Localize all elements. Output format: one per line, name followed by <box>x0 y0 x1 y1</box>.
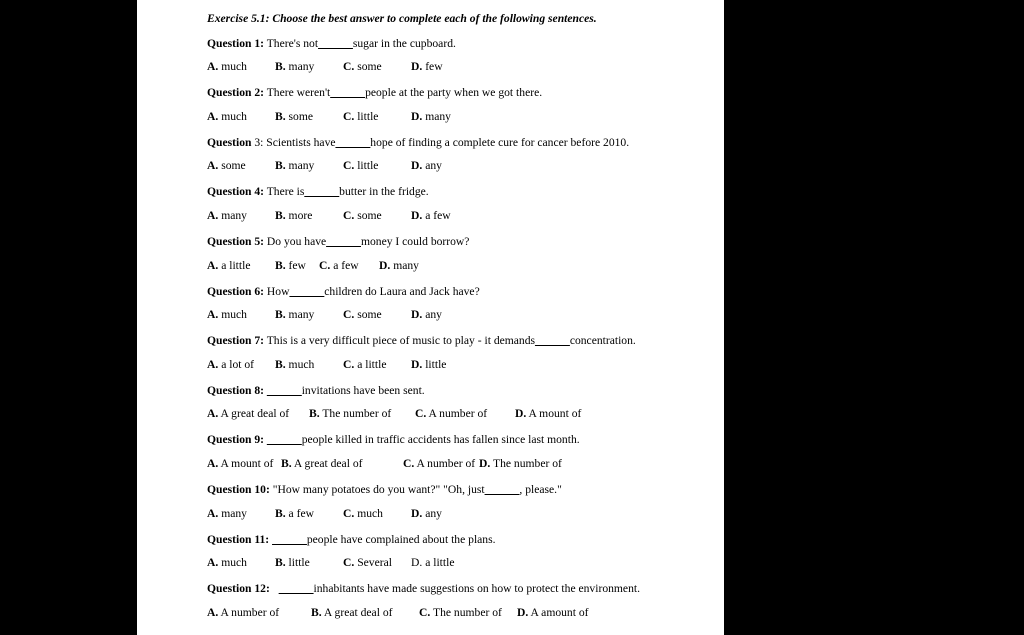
answer-options <box>207 260 724 273</box>
question-text-after-blank: hope of finding a complete cure for cancer before 2010. <box>370 135 630 149</box>
answer-option-key: C. <box>343 159 355 173</box>
answer-options <box>207 61 724 74</box>
answer-blank: ______ <box>326 234 361 248</box>
answer-option[interactable] <box>343 61 382 73</box>
answer-option-text: much <box>221 308 247 322</box>
question-text <box>207 236 724 248</box>
answer-option-key: A. <box>207 208 219 222</box>
question-text-before-blank: There weren't <box>266 86 331 100</box>
question-text-before-blank: There's not <box>266 36 319 50</box>
answer-option-key: C. <box>343 109 355 123</box>
answer-option-key: A. <box>207 605 219 619</box>
question-label: Question 8: <box>207 383 265 397</box>
question-text-after-blank: people have complained about the plans. <box>306 532 496 546</box>
question-text <box>207 137 724 149</box>
answer-option[interactable] <box>479 458 562 470</box>
answer-option-text: much <box>357 506 383 520</box>
question-text-after-blank: inhabitants have made suggestions on how to protect the environment. <box>313 582 640 596</box>
answer-option[interactable] <box>275 309 314 321</box>
answer-option-text: A great deal of <box>323 605 393 619</box>
question-text-after-blank: money I could borrow? <box>360 234 470 248</box>
answer-option[interactable] <box>343 309 382 321</box>
answer-option-key: B. <box>275 159 286 173</box>
answer-option-text: little <box>357 159 379 173</box>
question-label: Question 6: <box>207 284 265 298</box>
question-label: Question 1: <box>207 36 265 50</box>
answer-option-text: some <box>357 60 382 74</box>
question-block <box>207 583 724 620</box>
question-label: Question 4: <box>207 185 265 199</box>
answer-option-key: B. <box>275 357 286 371</box>
answer-option-text: much <box>288 357 315 371</box>
answer-option[interactable] <box>343 210 382 222</box>
answer-options <box>207 508 724 521</box>
answer-option[interactable] <box>275 508 314 520</box>
answer-option[interactable] <box>411 210 451 222</box>
answer-option[interactable] <box>207 309 247 321</box>
answer-option-text: The number of <box>432 605 502 619</box>
answer-option[interactable] <box>343 557 392 569</box>
answer-option-key: A. <box>207 60 219 74</box>
answer-option-text: any <box>425 159 442 173</box>
question-label: Question 12: <box>207 582 270 596</box>
answer-option[interactable] <box>309 408 391 420</box>
answer-option-key: D. <box>479 456 491 470</box>
answer-option-text: little <box>288 556 310 570</box>
answer-option-text: some <box>357 208 382 222</box>
question-text-before-blank: This is a very difficult piece of music to play - it demands <box>266 334 536 348</box>
answer-option-key: A. <box>207 407 219 421</box>
answer-option-text: much <box>221 556 247 570</box>
question-text <box>207 583 724 595</box>
question-text <box>207 434 724 446</box>
answer-options <box>207 458 724 471</box>
question-text-after-blank: people at the party when we got there. <box>365 86 543 100</box>
answer-option[interactable] <box>275 61 314 73</box>
answer-option-text: The number of <box>322 407 392 421</box>
answer-option-key: D. <box>411 109 423 123</box>
question-text-before-blank: How <box>266 284 290 298</box>
question-block <box>207 484 724 521</box>
answer-option-key: B. <box>281 456 292 470</box>
question-text <box>207 534 724 546</box>
answer-option[interactable] <box>411 160 442 172</box>
answer-option-text: any <box>425 308 442 322</box>
answer-option-text: a lot of <box>221 357 255 371</box>
answer-option-key: B. <box>275 60 286 74</box>
answer-option-key: C. <box>403 456 415 470</box>
answer-option[interactable] <box>207 260 250 272</box>
answer-blank: ______ <box>335 135 371 149</box>
question-block <box>207 38 724 75</box>
answer-option-key: C. <box>319 258 331 272</box>
answer-option-key: C. <box>415 407 427 421</box>
answer-option-key: B. <box>275 556 286 570</box>
answer-option[interactable] <box>275 557 310 569</box>
answer-option-text: little <box>425 357 447 371</box>
answer-option-key: B. <box>311 605 322 619</box>
answer-blank: ______ <box>330 86 366 100</box>
question-label: Question 10: <box>207 482 270 496</box>
answer-options <box>207 210 724 223</box>
answer-option-key: C. <box>343 308 355 322</box>
question-text-after-blank: butter in the fridge. <box>339 185 429 199</box>
answer-option-text: some <box>288 109 314 123</box>
answer-option-key: D. <box>517 605 529 619</box>
answer-option[interactable] <box>207 508 247 520</box>
answer-options <box>207 607 724 620</box>
answer-option-text: more <box>288 208 313 222</box>
answer-option-text: a little <box>357 357 387 371</box>
answer-option-text: A number of <box>428 407 488 421</box>
question-block <box>207 137 724 174</box>
answer-option-text: many <box>288 60 315 74</box>
answer-option-key: C. <box>343 506 355 520</box>
answer-option-key: A. <box>207 506 219 520</box>
answer-option-key: B. <box>275 208 286 222</box>
answer-option-key: C. <box>419 605 431 619</box>
answer-option[interactable] <box>207 61 247 73</box>
answer-option-key: D. <box>411 357 423 371</box>
exercise-title: Exercise 5.1: Choose the best answer to complete each of the following sentences. <box>207 12 597 25</box>
answer-option-text: any <box>425 506 442 520</box>
answer-option[interactable] <box>411 508 442 520</box>
answer-option-text: A great deal of <box>293 456 363 470</box>
answer-option[interactable] <box>411 111 451 123</box>
answer-option-text: a little <box>221 258 251 272</box>
answer-option[interactable] <box>275 359 314 371</box>
answer-option[interactable] <box>207 408 289 420</box>
answer-option-key: C. <box>343 208 355 222</box>
answer-option-text: some <box>221 159 246 173</box>
answer-option-text: A great deal of <box>220 407 290 421</box>
answer-option-key: A. <box>207 456 219 470</box>
answer-option[interactable] <box>411 61 443 73</box>
question-text-after-blank: concentration. <box>569 334 636 348</box>
answer-option[interactable] <box>403 458 475 470</box>
answer-option[interactable] <box>411 309 442 321</box>
answer-option-key: B. <box>309 407 320 421</box>
answer-option-key: D. <box>411 159 423 173</box>
question-text-before-blank: Scientists have <box>266 135 336 149</box>
question-block <box>207 434 724 471</box>
answer-option[interactable] <box>207 458 273 470</box>
question-block <box>207 534 724 571</box>
answer-option[interactable] <box>275 160 314 172</box>
answer-option-text: a few <box>333 258 359 272</box>
answer-option-key: D. <box>411 208 423 222</box>
answer-option-text: few <box>288 258 306 272</box>
question-text <box>207 385 724 397</box>
document-page <box>137 0 724 635</box>
answer-option-text: many <box>425 109 451 123</box>
answer-option[interactable] <box>207 160 246 172</box>
answer-option-text: a few <box>425 208 451 222</box>
answer-option-text: some <box>357 308 382 322</box>
answer-option[interactable] <box>275 210 312 222</box>
answer-option[interactable] <box>311 607 392 619</box>
answer-option[interactable] <box>419 607 502 619</box>
answer-blank: ______ <box>304 185 340 199</box>
question-text-after-blank: children do Laura and Jack have? <box>324 284 480 298</box>
question-text-before-blank: There is <box>266 185 305 199</box>
question-text <box>207 186 724 198</box>
answer-option-text: many <box>288 159 315 173</box>
answer-option[interactable] <box>343 111 378 123</box>
answer-option-text: A mount of <box>528 407 582 421</box>
question-label: Question 3: <box>207 135 264 149</box>
question-label: Question 7: <box>207 334 265 348</box>
answer-option[interactable] <box>319 260 359 272</box>
answer-option-key: C. <box>343 60 355 74</box>
answer-option-key: A. <box>207 159 219 173</box>
question-label: Question 11: <box>207 532 270 546</box>
answer-option-key: B. <box>275 506 286 520</box>
answer-option-key: C. <box>343 357 355 371</box>
answer-options <box>207 359 724 372</box>
answer-blank: ______ <box>266 383 302 397</box>
answer-option-text: A number of <box>416 456 476 470</box>
question-text <box>207 38 724 50</box>
question-list <box>137 38 724 620</box>
answer-option-text: many <box>221 506 247 520</box>
answer-option-text: little <box>357 109 379 123</box>
answer-blank: ______ <box>535 334 570 348</box>
question-label: Question 9: <box>207 433 265 447</box>
answer-option[interactable] <box>275 260 306 272</box>
answer-option-key: D. <box>411 60 423 74</box>
question-block <box>207 236 724 273</box>
answer-option-key: D. <box>411 556 423 570</box>
answer-blank: ______ <box>278 582 314 596</box>
question-label: Question 2: <box>207 86 265 100</box>
answer-blank: ______ <box>266 433 302 447</box>
answer-option[interactable] <box>281 458 362 470</box>
answer-option[interactable] <box>275 111 313 123</box>
answer-option-key: D. <box>411 506 423 520</box>
answer-option[interactable] <box>415 408 487 420</box>
answer-option[interactable] <box>379 260 419 272</box>
question-text <box>207 87 724 99</box>
answer-option[interactable] <box>207 359 254 371</box>
answer-option-text: few <box>425 60 443 74</box>
answer-options <box>207 309 724 322</box>
answer-blank: ______ <box>289 284 325 298</box>
answer-option-text: much <box>221 109 247 123</box>
answer-option[interactable] <box>343 508 383 520</box>
answer-option-key: B. <box>275 308 286 322</box>
answer-option-key: D. <box>515 407 527 421</box>
answer-option-text: A number of <box>220 605 280 619</box>
answer-option[interactable] <box>207 210 247 222</box>
question-text <box>207 335 724 347</box>
answer-option-key: A. <box>207 109 219 123</box>
answer-option[interactable] <box>207 607 279 619</box>
question-text-after-blank: people killed in traffic accidents has fallen since last month. <box>301 433 580 447</box>
answer-option[interactable] <box>411 359 446 371</box>
answer-option-text: many <box>288 308 315 322</box>
answer-option-text: much <box>221 60 247 74</box>
question-text-before-blank: "How many potatoes do you want?" "Oh, just <box>272 482 485 496</box>
question-block <box>207 385 724 422</box>
question-text-after-blank: , please." <box>519 482 562 496</box>
answer-option-text: Several <box>357 556 392 570</box>
answer-option-text: a little <box>425 556 455 570</box>
question-block <box>207 87 724 124</box>
answer-option-key: A. <box>207 556 219 570</box>
answer-option[interactable] <box>207 557 247 569</box>
answer-option-text: A amount of <box>530 605 589 619</box>
answer-option-text: many <box>393 258 419 272</box>
answer-option-key: D. <box>379 258 391 272</box>
answer-option-key: A. <box>207 308 219 322</box>
answer-option-key: C. <box>343 556 355 570</box>
answer-option[interactable] <box>517 607 589 619</box>
answer-blank: ______ <box>272 532 307 546</box>
answer-option-key: D. <box>411 308 423 322</box>
answer-options <box>207 408 724 421</box>
answer-option-text: a few <box>288 506 314 520</box>
answer-blank: ______ <box>484 482 520 496</box>
answer-option[interactable] <box>411 557 454 569</box>
answer-option-text: The number of <box>492 456 562 470</box>
question-block <box>207 286 724 323</box>
answer-options <box>207 160 724 173</box>
answer-option[interactable] <box>515 408 581 420</box>
answer-options <box>207 111 724 124</box>
page-content <box>137 0 724 620</box>
question-text-after-blank: invitations have been sent. <box>301 383 425 397</box>
answer-option[interactable] <box>343 160 378 172</box>
answer-option-key: A. <box>207 357 219 371</box>
answer-options <box>207 557 724 570</box>
question-text-before-blank: Do you have <box>266 234 327 248</box>
question-label: Question 5: <box>207 234 265 248</box>
answer-option[interactable] <box>207 111 247 123</box>
question-block <box>207 186 724 223</box>
answer-option-key: A. <box>207 258 219 272</box>
answer-option-key: B. <box>275 109 286 123</box>
question-text-after-blank: sugar in the cupboard. <box>352 36 456 50</box>
question-text <box>207 484 724 496</box>
question-block <box>207 335 724 372</box>
answer-blank: ______ <box>318 36 353 50</box>
answer-option[interactable] <box>343 359 386 371</box>
question-text <box>207 286 724 298</box>
answer-option-text: many <box>221 208 247 222</box>
answer-option-text: A mount of <box>220 456 274 470</box>
answer-option-key: B. <box>275 258 286 272</box>
